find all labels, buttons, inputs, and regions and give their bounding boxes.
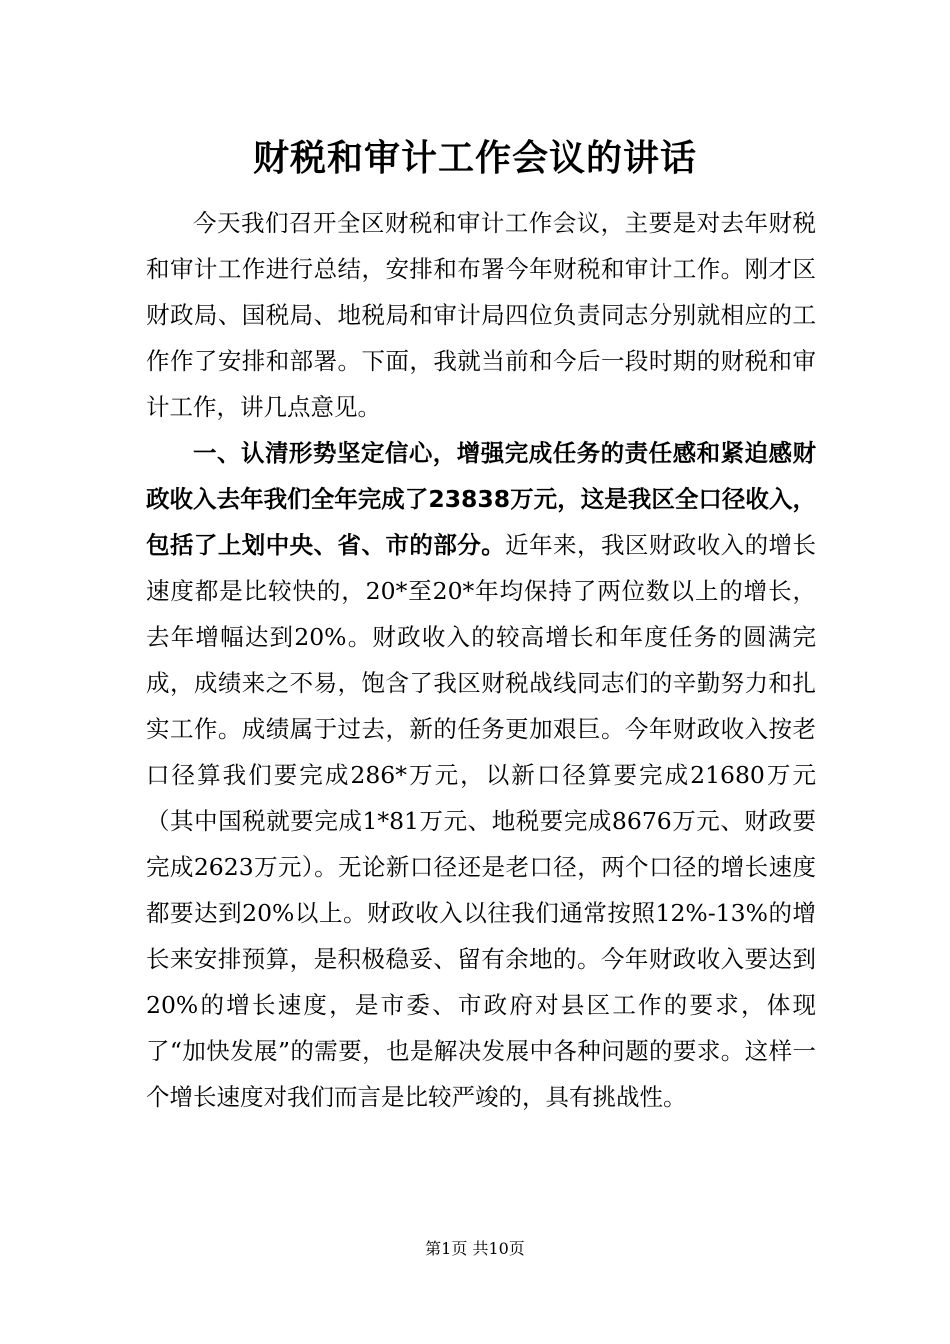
paragraph-section-one — [146, 430, 816, 1120]
section-heading-bold: 一、认清形势坚定信心，增强完成任务的责任感和紧迫感财政收入去年我们全年完成了23838万元，这是我区全口径收入，包括了上划中央、省、市的部分。 — [146, 439, 816, 559]
paragraph-text: 近年来，我区财政收入的增长速度都是比较快的，20*至20*年均保持了两位数以上的增长，去年增幅达到20%。财政收入的较高增长和年度任务的圆满完成，成绩来之不易，饱含了我区财税战线同志们的辛勤努力和扎实工作。成绩属于过去，新的任务更加艰巨。今年财政收入按老口径算我们要完成286*万元，以新口径算要完成21680万元（其中国税就要完成1*81万元、地税要完成8676万元、财政要完成2623万元）。无论新口径还是老口径，两个口径的增长速度都要达到20%以上。财政收入以往我们通常按照12%-13%的增长来安排预算，是积极稳妥、留有余地的。今年财政收入要达到20%的增长速度，是市委、市政府对县区工作的要求，体现了“加快发展”的需要，也是解决发展中各种问题的要求。这样一个增长速度对我们而言是比较严竣的，具有挑战性。 — [146, 531, 817, 1111]
paragraph-text: 今天我们召开全区财税和审计工作会议，主要是对去年财税和审计工作进行总结，安排和布署今年财税和审计工作。刚才区财政局、国税局、地税局和审计局四位负责同志分别就相应的工作作了安排和部署。下面，我就当前和今后一段时期的财税和审计工作，讲几点意见。 — [146, 209, 816, 421]
page-number-footer: 第1页 共10页 — [425, 1239, 525, 1258]
document-body — [146, 200, 816, 1120]
paragraph-intro — [146, 200, 816, 430]
document-title: 财税和审计工作会议的讲话 — [252, 137, 697, 179]
